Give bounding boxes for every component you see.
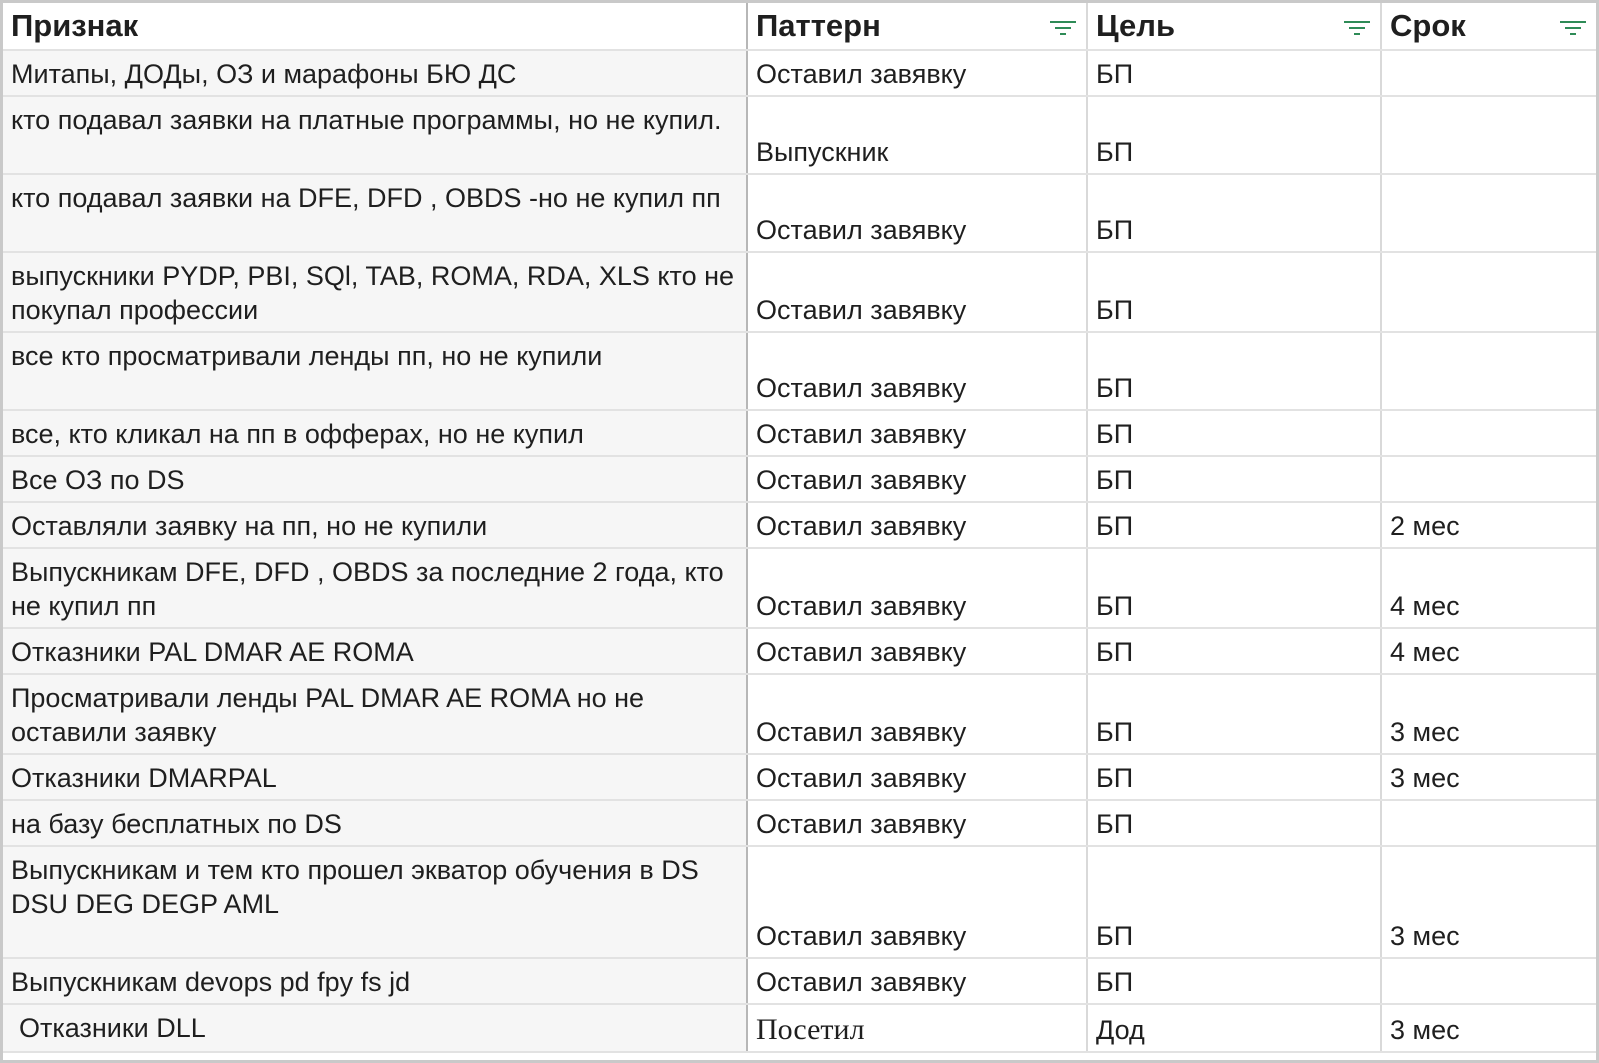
- table-row: [3, 410, 1596, 456]
- table-row: [3, 800, 1596, 846]
- cell-pattern[interactable]: Оставил завявку: [747, 50, 1087, 96]
- cell-pattern[interactable]: Оставил завявку: [747, 800, 1087, 846]
- cell-goal[interactable]: БП: [1087, 252, 1381, 332]
- cell-term[interactable]: 3 мес: [1381, 674, 1596, 754]
- cell-sign[interactable]: Оставляли заявку на пп, но не купили: [3, 502, 747, 548]
- cell-term[interactable]: [1381, 252, 1596, 332]
- cell-pattern[interactable]: Оставил завявку: [747, 754, 1087, 800]
- cell-goal[interactable]: БП: [1087, 456, 1381, 502]
- cell-pattern[interactable]: Оставил завявку: [747, 456, 1087, 502]
- column-header-pattern[interactable]: [747, 3, 1087, 50]
- cell-goal[interactable]: БП: [1087, 800, 1381, 846]
- cell-sign[interactable]: кто подавал заявки на платные программы, но не купил.: [3, 96, 747, 174]
- header-row: [3, 3, 1596, 50]
- cell-term[interactable]: 3 мес: [1381, 1004, 1596, 1052]
- table-row: [3, 754, 1596, 800]
- cell-pattern[interactable]: Оставил завявку: [747, 502, 1087, 548]
- cell-sign[interactable]: Митапы, ДОДы, ОЗ и марафоны БЮ ДС: [3, 50, 747, 96]
- table-row: [3, 548, 1596, 628]
- table-row: [3, 456, 1596, 502]
- cell-goal[interactable]: БП: [1087, 50, 1381, 96]
- filter-icon[interactable]: [1050, 21, 1076, 37]
- cell-term[interactable]: [1381, 410, 1596, 456]
- cell-goal[interactable]: БП: [1087, 548, 1381, 628]
- cell-sign[interactable]: Отказники DMARPAL: [3, 754, 747, 800]
- column-header-label: Паттерн: [756, 8, 881, 43]
- table-row: [3, 332, 1596, 410]
- cell-term[interactable]: 4 мес: [1381, 548, 1596, 628]
- cell-pattern[interactable]: Оставил завявку: [747, 958, 1087, 1004]
- cell-sign[interactable]: Отказники DLL: [3, 1004, 747, 1052]
- cell-sign[interactable]: Просматривали ленды PAL DMAR AE ROMA но не оставили заявку: [3, 674, 747, 754]
- cell-term[interactable]: [1381, 958, 1596, 1004]
- cell-sign[interactable]: выпускники PYDP, PBI, SQl, TAB, ROMA, RDA, XLS кто не покупал профессии: [3, 252, 747, 332]
- column-header-label: Цель: [1096, 8, 1176, 43]
- table-row: [3, 174, 1596, 252]
- table-row: [3, 96, 1596, 174]
- cell-goal[interactable]: БП: [1087, 410, 1381, 456]
- cell-term[interactable]: 3 мес: [1381, 846, 1596, 958]
- cell-sign[interactable]: все, кто кликал на пп в офферах, но не купил: [3, 410, 747, 456]
- cell-sign[interactable]: Выпускникам DFE, DFD , OBDS за последние 2 года, кто не купил пп: [3, 548, 747, 628]
- cell-pattern[interactable]: Оставил завявку: [747, 252, 1087, 332]
- cell-pattern[interactable]: Выпускник: [747, 96, 1087, 174]
- table-row: [3, 502, 1596, 548]
- cell-pattern[interactable]: Оставил завявку: [747, 628, 1087, 674]
- cell-pattern[interactable]: Оставил завявку: [747, 674, 1087, 754]
- cell-goal[interactable]: БП: [1087, 96, 1381, 174]
- cell-goal[interactable]: БП: [1087, 174, 1381, 252]
- table-row: [3, 628, 1596, 674]
- cell-term[interactable]: [1381, 50, 1596, 96]
- table-row: [3, 252, 1596, 332]
- filter-icon[interactable]: [1344, 21, 1370, 37]
- cell-pattern[interactable]: Оставил завявку: [747, 548, 1087, 628]
- cell-sign[interactable]: Выпускникам devops pd fpy fs jd: [3, 958, 747, 1004]
- cell-pattern[interactable]: Оставил завявку: [747, 332, 1087, 410]
- cell-goal[interactable]: БП: [1087, 846, 1381, 958]
- table-row: [3, 958, 1596, 1004]
- cell-term[interactable]: [1381, 456, 1596, 502]
- data-table: [3, 3, 1596, 1053]
- cell-goal[interactable]: БП: [1087, 958, 1381, 1004]
- column-header-sign[interactable]: [3, 3, 747, 50]
- cell-goal[interactable]: БП: [1087, 502, 1381, 548]
- column-header-term[interactable]: [1381, 3, 1596, 50]
- cell-sign[interactable]: все кто просматривали ленды пп, но не купили: [3, 332, 747, 410]
- cell-term[interactable]: [1381, 800, 1596, 846]
- cell-goal[interactable]: БП: [1087, 754, 1381, 800]
- cell-term[interactable]: 4 мес: [1381, 628, 1596, 674]
- cell-goal[interactable]: БП: [1087, 332, 1381, 410]
- cell-sign[interactable]: Все ОЗ по DS: [3, 456, 747, 502]
- cell-sign[interactable]: Выпускникам и тем кто прошел экватор обучения в DS DSU DEG DEGP AML: [3, 846, 747, 958]
- cell-term[interactable]: 2 мес: [1381, 502, 1596, 548]
- table-row: [3, 1004, 1596, 1052]
- cell-term[interactable]: [1381, 332, 1596, 410]
- cell-pattern[interactable]: Оставил завявку: [747, 174, 1087, 252]
- column-header-goal[interactable]: [1087, 3, 1381, 50]
- table-row: [3, 846, 1596, 958]
- cell-term[interactable]: [1381, 96, 1596, 174]
- cell-goal[interactable]: БП: [1087, 628, 1381, 674]
- cell-goal[interactable]: Дод: [1087, 1004, 1381, 1052]
- column-header-label: Признак: [11, 8, 139, 43]
- cell-term[interactable]: [1381, 174, 1596, 252]
- cell-sign[interactable]: на базу бесплатных по DS: [3, 800, 747, 846]
- cell-pattern[interactable]: Оставил завявку: [747, 410, 1087, 456]
- filter-icon[interactable]: [1560, 21, 1586, 37]
- table-row: [3, 50, 1596, 96]
- cell-goal[interactable]: БП: [1087, 674, 1381, 754]
- cell-sign[interactable]: Отказники PAL DMAR AE ROMA: [3, 628, 747, 674]
- cell-sign[interactable]: кто подавал заявки на DFE, DFD , OBDS -но не купил пп: [3, 174, 747, 252]
- column-header-label: Срок: [1390, 8, 1466, 43]
- cell-pattern[interactable]: Оставил завявку: [747, 846, 1087, 958]
- table-row: [3, 674, 1596, 754]
- cell-pattern[interactable]: Посетил: [747, 1004, 1087, 1052]
- cell-term[interactable]: 3 мес: [1381, 754, 1596, 800]
